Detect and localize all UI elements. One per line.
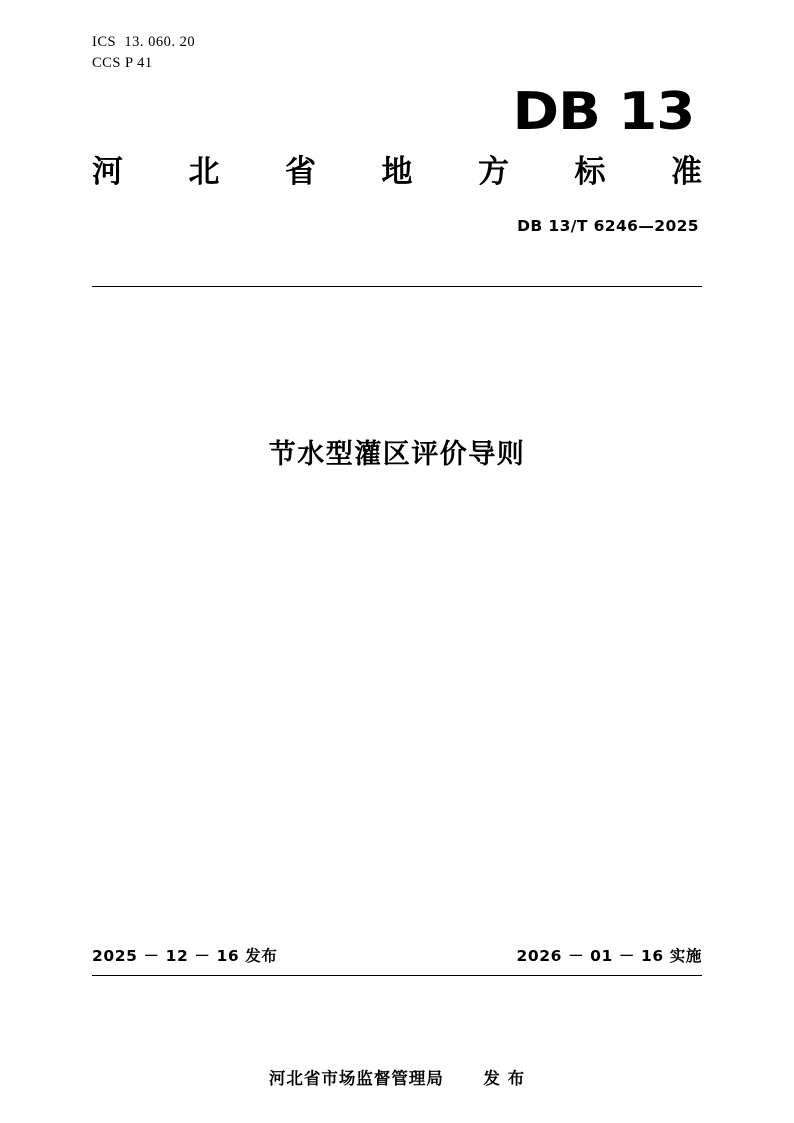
ics-code: ICS 13. 060. 20 — [92, 34, 196, 50]
banner-char-7: 准 — [671, 154, 702, 190]
standard-number: DB 13/T 6246—2025 — [517, 217, 699, 235]
footer-divider — [92, 975, 702, 976]
banner-char-5: 方 — [478, 154, 509, 190]
db13-logo: DB 13 — [512, 82, 694, 142]
banner-char-6: 标 — [574, 154, 606, 190]
publisher-action: 发 布 — [483, 1069, 526, 1088]
header-divider — [92, 286, 702, 287]
issue-date: 2025 － 12 － 16 发布 — [92, 947, 278, 965]
date-row — [92, 944, 702, 966]
publisher-name: 河北省市场监督管理局 — [268, 1069, 444, 1088]
banner-char-3: 省 — [285, 154, 316, 190]
banner-char-1: 河 — [92, 154, 123, 190]
ccs-code: CCS P 41 — [92, 55, 153, 71]
page-title: 节水型灌区评价导则 — [268, 439, 526, 470]
standard-banner-title — [92, 146, 702, 191]
effective-date: 2026 － 01 － 16 实施 — [516, 947, 702, 965]
banner-char-2: 北 — [188, 154, 220, 190]
classification-codes — [92, 32, 195, 74]
banner-char-4: 地 — [381, 154, 413, 190]
publisher-line — [0, 1065, 794, 1089]
